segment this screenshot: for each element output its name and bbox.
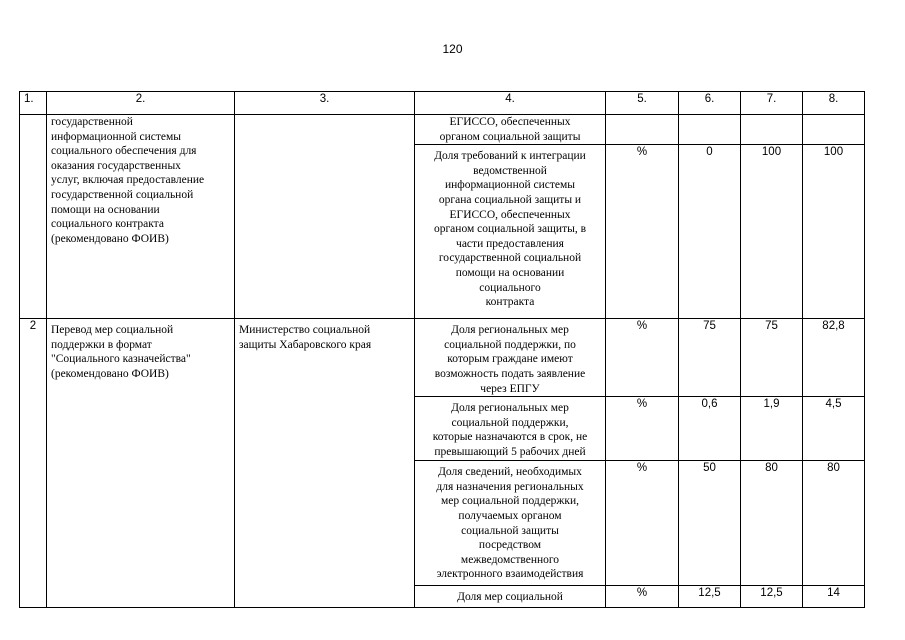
value-cell [741,115,803,145]
header-cell-4: 4. [415,92,606,115]
header-cell-1: 1. [20,92,47,115]
header-cell-3: 3. [235,92,415,115]
executor-cell: Министерство социальной защиты Хабаровского края [235,319,415,608]
value-cell: 14 [803,586,865,608]
value-cell: 4,5 [803,397,865,461]
page-number: 120 [442,42,463,56]
header-cell-2: 2. [47,92,235,115]
indicator-cell: Доля сведений, необходимых для назначения региональных мер социальной поддержки, получаемых органом социальной защиты посредством межведомственного электронного взаимодействия [415,461,606,586]
header-cell-6: 6. [679,92,741,115]
value-cell: 82,8 [803,319,865,397]
value-cell: 0,6 [679,397,741,461]
indicator-cell: ЕГИССО, обеспеченных органом социальной защиты [415,115,606,145]
value-cell [679,115,741,145]
table-row [20,115,865,145]
value-cell: 12,5 [679,586,741,608]
unit-cell: % [606,145,679,319]
header-cell-5: 5. [606,92,679,115]
executor-cell [235,115,415,319]
indicator-cell: Доля мер социальной [415,586,606,608]
value-cell: 50 [679,461,741,586]
measure-cell: Перевод мер социальной поддержки в формат "Социального казначейства" (рекомендовано ФОИВ) [47,319,235,608]
value-cell: 80 [741,461,803,586]
value-cell: 12,5 [741,586,803,608]
value-cell: 75 [741,319,803,397]
measure-cell: государственной информационной системы социального обеспечения для оказания государственных услуг, включая предоставление государственной социальной помощи на основании социального контракта (рекомендовано ФОИВ) [47,115,235,319]
value-cell: 0 [679,145,741,319]
indicator-cell: Доля требований к интеграции ведомственной информационной системы органа социальной защиты и ЕГИССО, обеспеченных органом социальной защиты, в части предоставления государственной социальной помощи на основании социального контракта [415,145,606,319]
value-cell: 100 [803,145,865,319]
unit-cell: % [606,586,679,608]
value-cell: 80 [803,461,865,586]
row-number-cell [20,115,47,319]
indicator-cell: Доля региональных мер социальной поддержки, по которым граждане имеют возможность подать заявление через ЕПГУ [415,319,606,397]
table-row [20,319,865,397]
unit-cell: % [606,397,679,461]
value-cell: 1,9 [741,397,803,461]
value-cell [803,115,865,145]
unit-cell: % [606,461,679,586]
indicators-table [19,91,865,608]
table-header-row [20,92,865,115]
unit-cell: % [606,319,679,397]
unit-cell [606,115,679,145]
header-cell-8: 8. [803,92,865,115]
value-cell: 75 [679,319,741,397]
value-cell: 100 [741,145,803,319]
row-number-cell: 2 [20,319,47,608]
indicator-cell: Доля региональных мер социальной поддержки, которые назначаются в срок, не превышающий 5 рабочих дней [415,397,606,461]
header-cell-7: 7. [741,92,803,115]
